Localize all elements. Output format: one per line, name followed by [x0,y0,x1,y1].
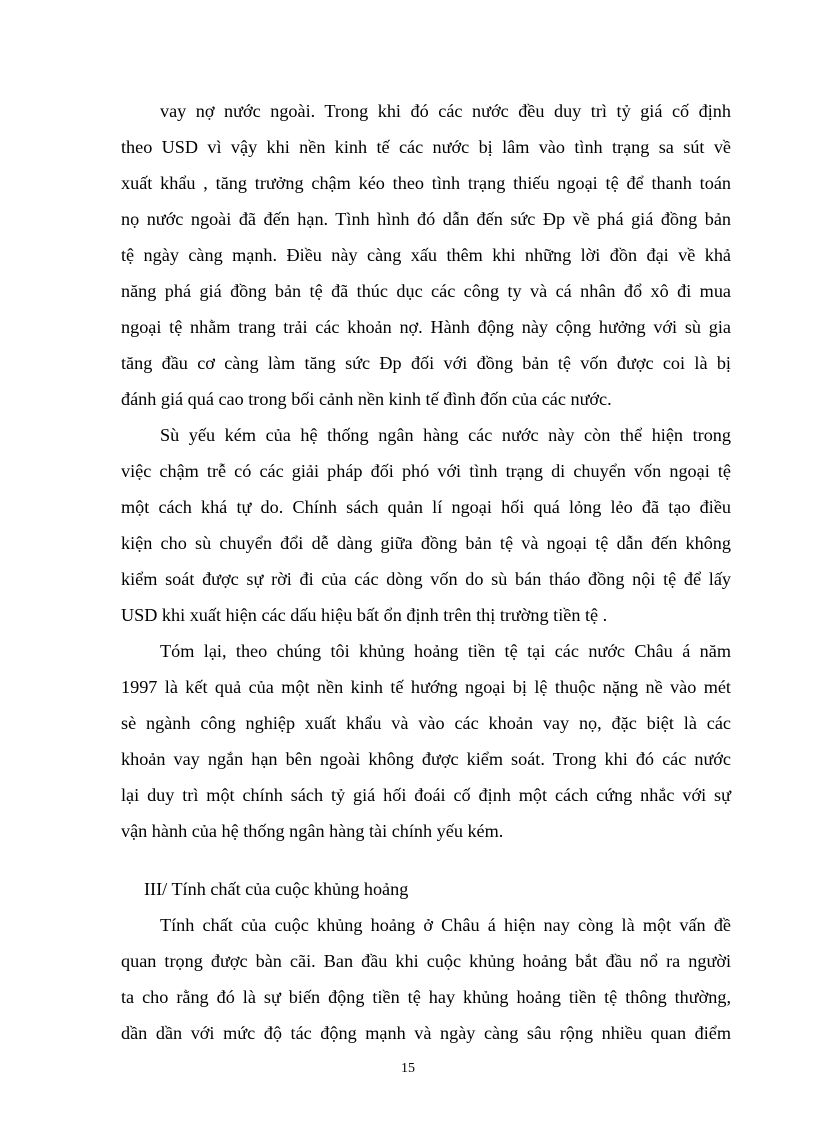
text-line: một cách khá tự do. Chính sách quản lí ngoại hối quá lỏng lẻo đã tạo điều [121,497,731,517]
text-line: tăng đầu cơ càng làm tăng sức Đp đối với đồng bản tệ vốn được coi là bị [121,353,731,373]
text-line: ta cho rằng đó là sự biến động tiền tệ hay khủng hoảng tiền tệ thông thường, [121,987,731,1007]
text-line: năng phá giá đồng bản tệ đã thúc dục các công ty và cá nhân đổ xô đi mua [121,281,731,301]
text-line: vay nợ nước ngoài. Trong khi đó các nước đều duy trì tỷ giá cố định [160,101,731,121]
text-line: nọ nước ngoài đã đến hạn. Tình hình đó dẫn đến sức Đp về phá giá đồng bản [121,209,731,229]
text-line: USD khi xuất hiện các dấu hiệu bất ổn định trên thị trường tiền tệ . [121,605,608,625]
text-line: lại duy trì một chính sách tỷ giá hối đoái cố định một cách cứng nhắc với sự [121,785,731,805]
text-line: khoản vay ngắn hạn bên ngoài không được kiểm soát. Trong khi đó các nước [121,749,731,769]
text-line: quan trọng được bàn cãi. Ban đầu khi cuộc khủng hoảng bắt đầu nổ ra người [121,951,731,971]
text-line: xuất khẩu , tăng trưởng chậm kéo theo tình trạng thiếu ngoại tệ để thanh toán [121,173,731,193]
text-line: theo USD vì vậy khi nền kinh tế các nước bị lâm vào tình trạng sa sút về [121,137,731,157]
text-line: đánh giá quá cao trong bối cảnh nền kinh tế đình đốn của các nước. [121,389,612,409]
text-line: Sù yếu kém của hệ thống ngân hàng các nước này còn thể hiện trong [160,425,731,445]
text-line: tệ ngày càng mạnh. Điều này càng xấu thêm khi những lời đồn đại về khả [121,245,731,265]
text-line: ngoại tệ nhằm trang trải các khoản nợ. Hành động này cộng hưởng với sù gia [121,317,731,337]
text-line: 1997 là kết quả của một nền kinh tế hướng ngoại bị lệ thuộc nặng nề vào mét [121,677,731,697]
text-line: Tóm lại, theo chúng tôi khủng hoảng tiền tệ tại các nước Châu á năm [160,641,731,661]
text-line: dần dần với mức độ tác động mạnh và ngày càng sâu rộng nhiều quan điểm [121,1023,731,1043]
text-line: Tính chất của cuộc khủng hoảng ở Châu á hiện nay còng là một vấn đề [160,915,731,935]
section-heading: III/ Tính chất của cuộc khủng hoảng [144,879,409,899]
page-number: 15 [401,1061,415,1076]
text-line: kiện cho sù chuyển đổi dễ dàng giữa đồng bản tệ và ngoại tệ dẫn đến không [121,533,731,553]
text-line: kiểm soát được sự rời đi của các dòng vốn do sù bán tháo đồng nội tệ để lấy [121,569,731,589]
text-line: vận hành của hệ thống ngân hàng tài chính yếu kém. [121,821,504,841]
text-line: việc chậm trễ có các giải pháp đối phó với tình trạng di chuyển vốn ngoại tệ [121,461,731,481]
text-line: sè ngành công nghiệp xuất khẩu và vào các khoản vay nọ, đặc biệt là các [121,713,731,733]
